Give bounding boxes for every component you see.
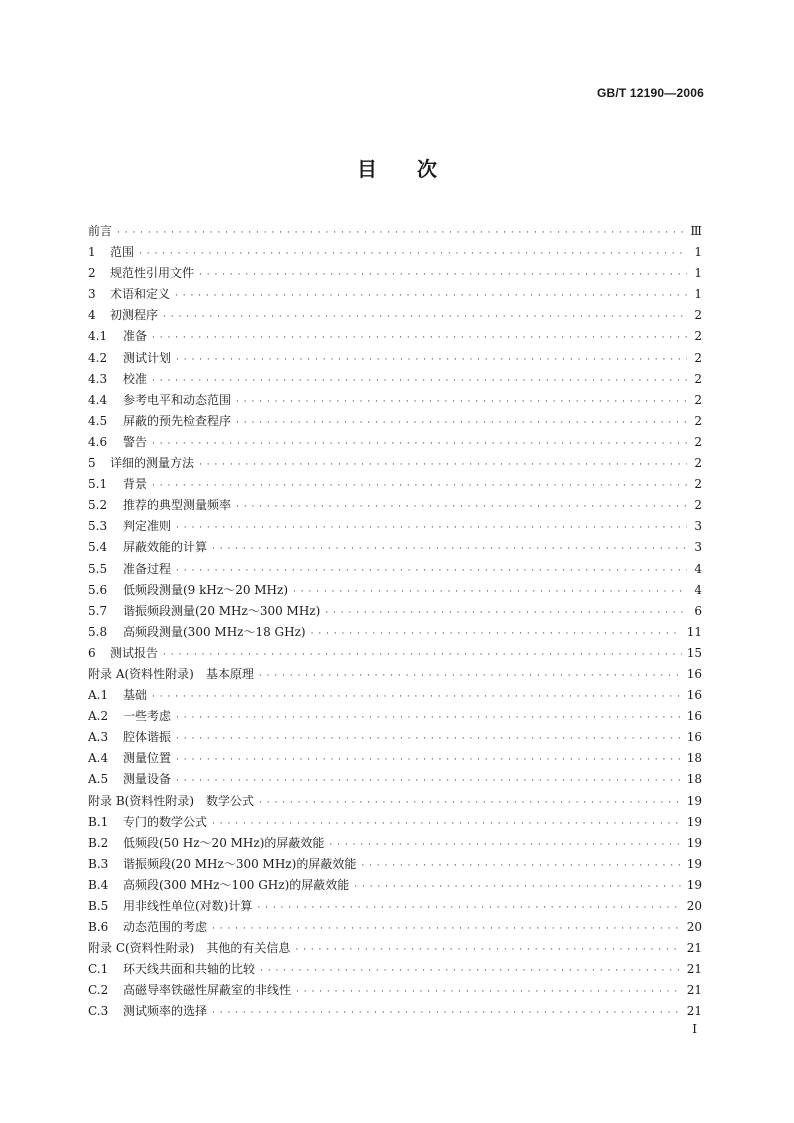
toc-entry[interactable] (88, 854, 702, 875)
toc-entry-page: 21 (686, 962, 702, 977)
toc-entry-page: 6 (694, 603, 702, 618)
toc-entry-page: 2 (694, 434, 702, 449)
toc-entry-label: 高磁导率铁磁性屏蔽室的非线性 (123, 983, 292, 998)
toc-leader-dots (152, 687, 682, 708)
toc-entry-label: 谐振频段测量(20 MHz～300 MHz) (123, 603, 321, 618)
toc-entry[interactable] (88, 812, 702, 833)
toc-entry-number: A.4 (88, 751, 109, 766)
toc-leader-dots (176, 771, 682, 792)
toc-leader-dots (163, 645, 682, 666)
toc-entry[interactable] (88, 706, 702, 727)
toc-entry[interactable] (88, 833, 702, 854)
toc-entry-number: 4.5 (88, 413, 108, 428)
toc-entry-page: 16 (686, 730, 702, 745)
toc-entry-label: 腔体谐振 (123, 730, 172, 745)
toc-leader-dots (176, 561, 687, 582)
toc-entry-label: 动态范围的考虑 (123, 920, 208, 935)
toc-entry-page: 1 (694, 266, 702, 281)
toc-leader-dots (236, 413, 687, 434)
toc-entry[interactable] (88, 369, 702, 390)
toc-entry-page: 2 (694, 350, 702, 365)
toc-leader-dots (296, 982, 682, 1003)
toc-entry[interactable] (88, 411, 702, 432)
toc-entry-number: 5.7 (88, 603, 108, 618)
toc-entry-page: 2 (694, 329, 702, 344)
toc-entry-number: 2 (88, 266, 96, 281)
toc-entry-number: 1 (88, 245, 96, 260)
toc-entry-number: B.3 (88, 856, 109, 871)
toc-leader-dots (152, 328, 687, 349)
toc-leader-dots (139, 244, 687, 265)
toc-leader-dots (295, 940, 681, 961)
toc-entry[interactable] (88, 748, 702, 769)
toc-leader-dots (152, 371, 687, 392)
toc-entry[interactable] (88, 263, 702, 284)
toc-entry-number: A.5 (88, 772, 109, 787)
toc-entry-label: 用非线性单位(对数)计算 (123, 899, 253, 913)
toc-entry-label: 测量设备 (123, 772, 172, 787)
table-of-contents (88, 221, 702, 1023)
toc-leader-dots (212, 919, 682, 940)
toc-entry-page: 21 (686, 1004, 702, 1019)
toc-entry-number: B.5 (88, 899, 109, 913)
toc-entry-number: 3 (88, 287, 96, 302)
toc-entry-page: 19 (686, 856, 702, 871)
toc-leader-dots (361, 856, 681, 877)
toc-entry-label: 低频段测量(9 kHz～20 MHz) (123, 582, 289, 597)
toc-leader-dots (212, 1003, 682, 1024)
toc-entry[interactable] (88, 791, 702, 812)
toc-entry-label: 测试报告 (110, 645, 159, 660)
toc-entry-label: 范围 (110, 245, 135, 260)
toc-leader-dots (163, 307, 687, 328)
toc-entry-page: 19 (686, 835, 702, 850)
toc-entry-label: 校准 (123, 371, 148, 386)
toc-entry-label: 准备过程 (123, 561, 172, 576)
toc-entry-number: A.2 (88, 709, 109, 724)
toc-entry-page: 3 (694, 519, 702, 534)
toc-entry[interactable] (88, 284, 702, 305)
toc-entry[interactable] (88, 559, 702, 580)
toc-entry-page: 20 (686, 899, 702, 913)
toc-entry-number: 5.2 (88, 498, 108, 513)
toc-entry-label: 基础 (123, 688, 148, 703)
toc-leader-dots (259, 666, 682, 687)
toc-entry-label: 测量位置 (123, 751, 172, 766)
toc-title-part1: 目 (357, 157, 377, 181)
toc-entry[interactable] (88, 664, 702, 685)
toc-entry-label: 判定准则 (123, 519, 172, 534)
toc-entry-page: 16 (686, 666, 702, 681)
toc-entry-label: 前言 (88, 224, 113, 238)
toc-entry-label: 谐振频段(20 MHz～300 MHz)的屏蔽效能 (123, 856, 357, 871)
toc-leader-dots (175, 286, 687, 307)
toc-entry-number: C.3 (88, 1004, 109, 1019)
toc-entry-page: 4 (694, 561, 702, 576)
toc-leader-dots (117, 223, 685, 244)
toc-entry-label: 警告 (123, 434, 148, 449)
toc-leader-dots (176, 708, 682, 729)
toc-entry-label: 附录 C(资料性附录) 其他的有关信息 (88, 941, 291, 956)
toc-entry-page: 2 (694, 498, 702, 513)
toc-entry-number: 4 (88, 308, 96, 323)
toc-entry-label: 测试频率的选择 (123, 1004, 208, 1019)
toc-entry-page: 2 (694, 456, 702, 471)
toc-entry[interactable] (88, 326, 702, 347)
toc-entry-page: 16 (686, 688, 702, 703)
toc-entry-page: 19 (686, 793, 702, 808)
toc-entry[interactable] (88, 938, 702, 959)
toc-entry-number: 5.3 (88, 519, 108, 534)
toc-entry-page: 15 (686, 645, 702, 660)
toc-leader-dots (260, 961, 682, 982)
toc-entry-label: 初测程序 (110, 308, 159, 323)
toc-entry-page: 16 (686, 709, 702, 724)
toc-entry-page: Ⅲ (690, 224, 702, 238)
toc-entry[interactable] (88, 390, 702, 411)
toc-entry-number: 5 (88, 456, 96, 471)
toc-entry-number: 4.4 (88, 392, 108, 407)
toc-leader-dots (176, 350, 687, 371)
toc-entry[interactable] (88, 453, 702, 474)
toc-leader-dots (176, 518, 687, 539)
toc-entry-page: 2 (694, 371, 702, 386)
toc-leader-dots (293, 582, 687, 603)
toc-title (0, 153, 794, 182)
toc-entry[interactable] (88, 622, 702, 643)
toc-entry[interactable] (88, 474, 702, 495)
toc-entry-number: 4.2 (88, 350, 108, 365)
toc-entry-number: 5.4 (88, 540, 108, 555)
toc-entry-label: 专门的数学公式 (123, 814, 208, 829)
toc-entry[interactable] (88, 980, 702, 1001)
toc-entry[interactable] (88, 643, 702, 664)
toc-entry-number: 5.6 (88, 582, 108, 597)
toc-entry[interactable] (88, 242, 702, 263)
toc-leader-dots (236, 392, 687, 413)
toc-entry[interactable] (88, 959, 702, 980)
toc-entry-page: 4 (694, 582, 702, 597)
toc-entry-label: 高频段测量(300 MHz～18 GHz) (123, 624, 306, 639)
toc-entry-number: A.1 (88, 688, 109, 703)
toc-entry-page: 3 (694, 540, 702, 555)
toc-entry-number: 4.3 (88, 371, 108, 386)
toc-entry-label: 规范性引用文件 (110, 266, 195, 281)
toc-entry-number: C.2 (88, 983, 109, 998)
toc-entry-page: 1 (694, 287, 702, 302)
toc-entry[interactable] (88, 221, 702, 242)
toc-entry-number: B.6 (88, 920, 109, 935)
toc-leader-dots (311, 624, 682, 645)
toc-entry-label: 环天线共面和共轴的比较 (123, 962, 256, 977)
toc-leader-dots (354, 877, 681, 898)
toc-entry-label: 屏蔽的预先检查程序 (123, 413, 232, 428)
toc-entry[interactable] (88, 348, 702, 369)
toc-leader-dots (176, 729, 682, 750)
toc-entry-label: 低频段(50 Hz～20 MHz)的屏蔽效能 (123, 835, 325, 850)
toc-entry-page: 21 (686, 941, 702, 956)
toc-entry-page: 18 (686, 772, 702, 787)
toc-entry-label: 术语和定义 (110, 287, 171, 302)
toc-entry-label: 推荐的典型测量频率 (123, 498, 232, 513)
toc-entry-page: 20 (686, 920, 702, 935)
toc-entry-page: 2 (694, 413, 702, 428)
toc-entry[interactable] (88, 769, 702, 790)
toc-entry-page: 19 (686, 877, 702, 892)
toc-entry-number: B.2 (88, 835, 109, 850)
toc-entry-number: 6 (88, 645, 96, 660)
toc-leader-dots (152, 476, 687, 497)
toc-entry-number: C.1 (88, 962, 109, 977)
toc-entry-number: 5.1 (88, 477, 108, 492)
toc-entry[interactable] (88, 875, 702, 896)
toc-leader-dots (199, 265, 687, 286)
toc-entry-page: 11 (686, 624, 702, 639)
toc-entry-number: 4.1 (88, 329, 108, 344)
toc-entry[interactable] (88, 495, 702, 516)
toc-entry[interactable] (88, 896, 702, 917)
toc-entry-page: 19 (686, 814, 702, 829)
toc-entry[interactable] (88, 580, 702, 601)
toc-leader-dots (212, 814, 682, 835)
toc-entry-label: 参考电平和动态范围 (123, 392, 232, 407)
toc-entry[interactable] (88, 305, 702, 326)
toc-entry-page: 21 (686, 983, 702, 998)
toc-leader-dots (257, 898, 681, 919)
toc-entry-number: B.1 (88, 814, 109, 829)
toc-leader-dots (325, 603, 687, 624)
toc-leader-dots (236, 497, 687, 518)
toc-entry-page: 2 (694, 392, 702, 407)
toc-leader-dots (152, 434, 687, 455)
toc-title-part2: 次 (417, 157, 437, 181)
toc-entry-label: 准备 (123, 329, 148, 344)
toc-entry-number: B.4 (88, 877, 109, 892)
standard-code: GB/T 12190—2006 (596, 86, 704, 100)
toc-entry[interactable] (88, 432, 702, 453)
toc-entry[interactable] (88, 537, 702, 558)
page-folio: I (692, 1022, 697, 1036)
toc-entry-label: 屏蔽效能的计算 (123, 540, 208, 555)
toc-entry[interactable] (88, 516, 702, 537)
toc-entry-label: 详细的测量方法 (110, 456, 195, 471)
toc-entry-page: 1 (694, 245, 702, 260)
toc-leader-dots (329, 835, 681, 856)
toc-entry-number: 4.6 (88, 434, 108, 449)
toc-leader-dots (259, 793, 682, 814)
toc-entry-number: 5.5 (88, 561, 108, 576)
toc-entry-label: 测试计划 (123, 350, 172, 365)
toc-entry-label: 背景 (123, 477, 148, 492)
toc-entry-page: 18 (686, 751, 702, 766)
toc-entry[interactable] (88, 685, 702, 706)
toc-entry-page: 2 (694, 477, 702, 492)
toc-leader-dots (176, 750, 682, 771)
toc-entry-label: 高频段(300 MHz～100 GHz)的屏蔽效能 (123, 877, 350, 892)
toc-leader-dots (212, 539, 687, 560)
toc-entry-number: A.3 (88, 730, 109, 745)
toc-entry[interactable] (88, 601, 702, 622)
toc-entry-number: 5.8 (88, 624, 108, 639)
toc-entry-label: 一些考虑 (123, 709, 172, 724)
toc-entry[interactable] (88, 917, 702, 938)
toc-entry[interactable] (88, 1001, 702, 1022)
toc-entry[interactable] (88, 727, 702, 748)
toc-entry-label: 附录 B(资料性附录) 数学公式 (88, 793, 254, 808)
toc-entry-label: 附录 A(资料性附录) 基本原理 (88, 666, 254, 681)
toc-leader-dots (199, 455, 687, 476)
toc-entry-page: 2 (694, 308, 702, 323)
